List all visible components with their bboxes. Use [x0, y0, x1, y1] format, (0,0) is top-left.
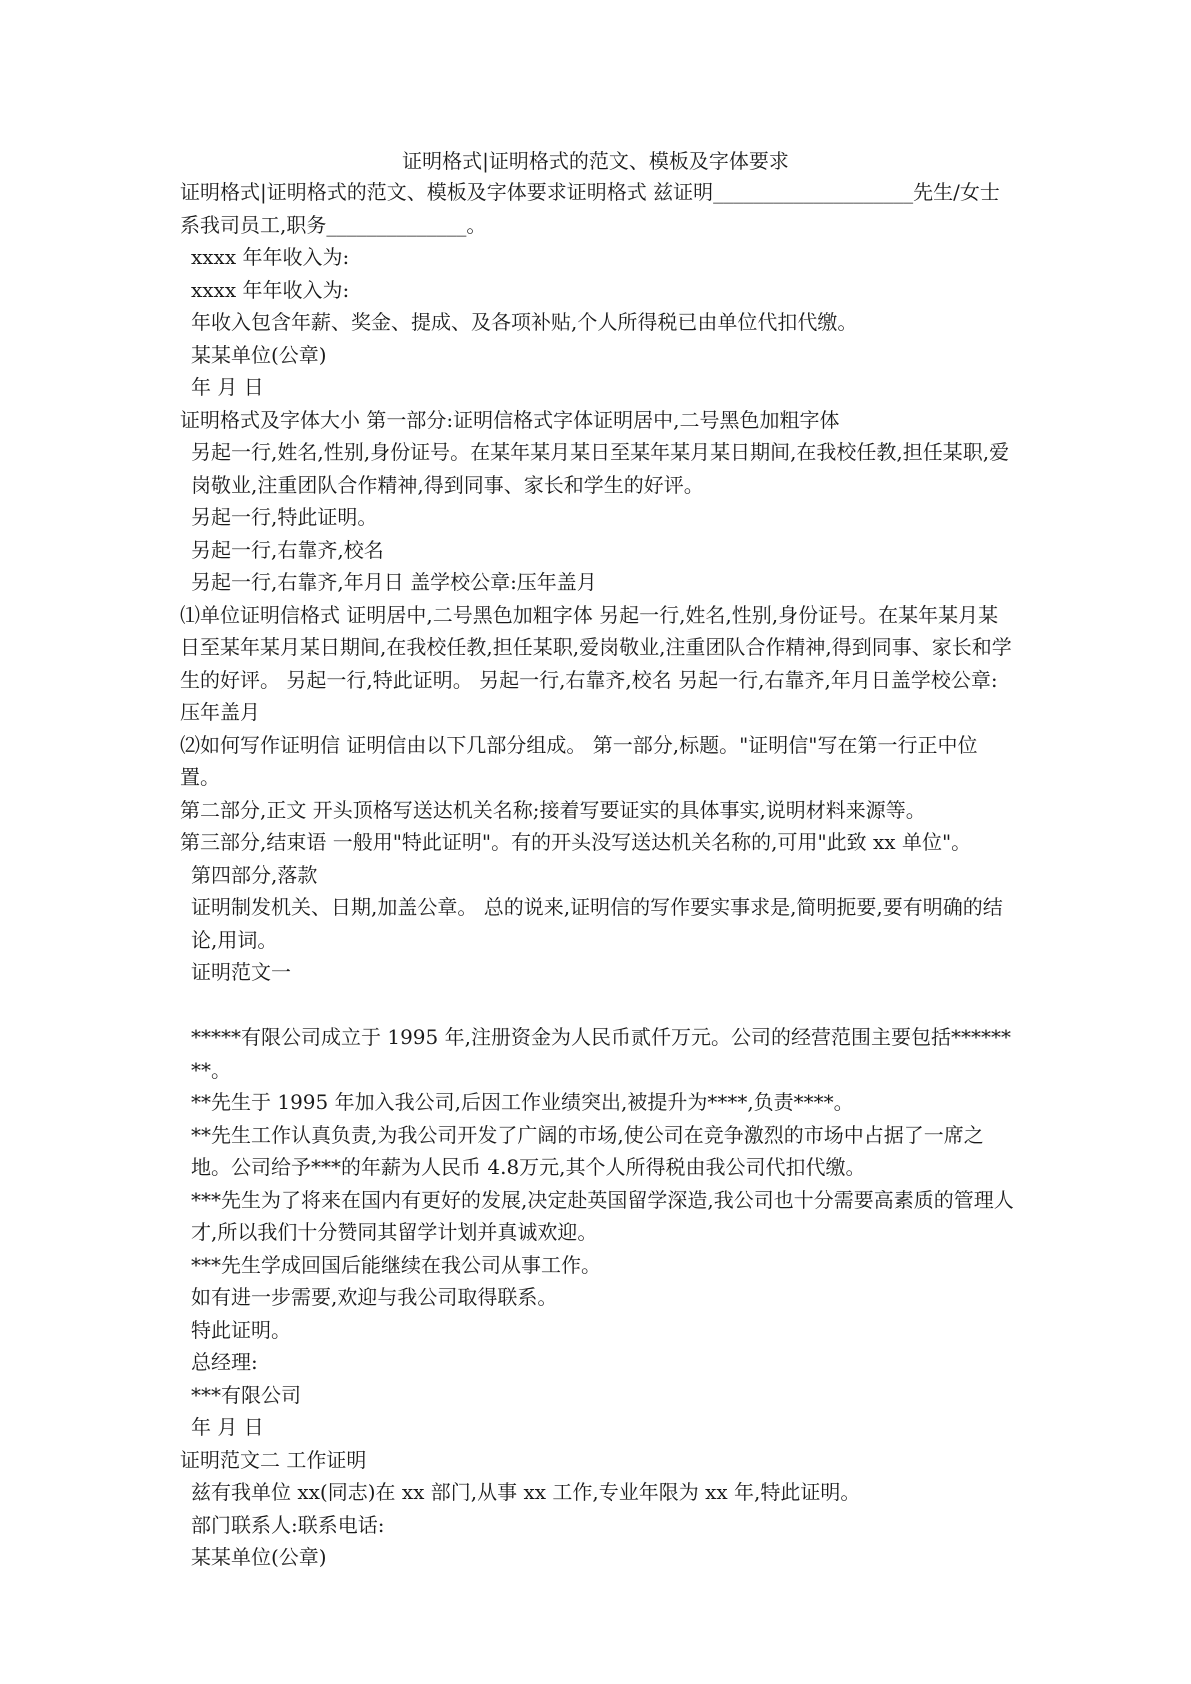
blank-line — [180, 989, 1015, 1022]
paragraph-format-heading: 证明格式及字体大小 第一部分:证明信格式字体证明居中,二号黑色加粗字体 — [180, 407, 840, 432]
paragraph-study-abroad: ***先生为了将来在国内有更好的发展,决定赴英国留学深造,我公司也十分需要高素质的管理人才,所以我们十分赞同其留学计划并真诚欢迎。 — [191, 1187, 1014, 1244]
paragraph-unit-seal-2: 某某单位(公章) — [191, 1545, 327, 1569]
paragraph-format-date-seal: 另起一行,右靠齐,年月日 盖学校公章:压年盖月 — [191, 570, 597, 594]
paragraph-department-contact: 部门联系人:联系电话: — [191, 1512, 385, 1537]
paragraph-issuer: 证明制发机关、日期,加盖公章。 总的说来,证明信的写作要实事求是,简明扼要,要有明确的结论,用词。 — [191, 895, 1003, 952]
paragraph-sample-two-heading: 证明范文二 工作证明 — [180, 1447, 367, 1472]
paragraph-how-to-write: ⑵如何写作证明信 证明信由以下几部分组成。 第一部分,标题。"证明信"写在第一行正中位置。 — [180, 732, 978, 789]
paragraph-format-body: 另起一行,姓名,性别,身份证号。在某年某月某日至某年某月某日期间,在我校任教,担任某职,爱岗敬业,注重团队合作精神,得到同事、家长和学生的好评。 — [191, 440, 1010, 497]
document-body — [180, 176, 1015, 1574]
paragraph-work-performance: **先生工作认真负责,为我公司开发了广阔的市场,使公司在竞争激烈的市场中占据了一席之地。公司给予***的年薪为人民币 4.8万元,其个人所得税由我公司代扣代缴。 — [191, 1122, 984, 1179]
paragraph-unit-letter-format: ⑴单位证明信格式 证明居中,二号黑色加粗字体 另起一行,姓名,性别,身份证号。在某年某月某日至某年某月某日期间,在我校任教,担任某职,爱岗敬业,注重团队合作精神,得到同事、家长和学生的好评。 另起一行,特此证明。 另起一行,右靠齐,校名 另起一行,右靠齐,年月日盖学校公章:压年盖月 — [180, 602, 1012, 724]
paragraph-income-year-1: xxxx 年年收入为: — [191, 245, 350, 269]
paragraph-unit-seal: 某某单位(公章) — [191, 342, 327, 367]
paragraph-joined: **先生于 1995 年加入我公司,后因工作业绩突出,被提升为****,负责****。 — [191, 1090, 854, 1114]
paragraph-contact: 如有进一步需要,欢迎与我公司取得联系。 — [191, 1285, 558, 1309]
paragraph-certify: 特此证明。 — [191, 1317, 291, 1342]
paragraph-company-name: ***有限公司 — [191, 1382, 301, 1407]
paragraph-return: ***先生学成回国后能继续在我公司从事工作。 — [191, 1252, 601, 1277]
paragraph-intro: 证明格式|证明格式的范文、模板及字体要求证明格式 兹证明____________________先生/女士系我司员工,职务______________。 — [180, 180, 1000, 237]
paragraph-date: 年 月 日 — [191, 375, 264, 399]
paragraph-part-four: 第四部分,落款 — [191, 862, 318, 887]
paragraph-income-note: 年收入包含年薪、奖金、提成、及各项补贴,个人所得税已由单位代扣代缴。 — [191, 310, 858, 334]
paragraph-income-year-2: xxxx 年年收入为: — [191, 277, 350, 302]
paragraph-format-certify: 另起一行,特此证明。 — [191, 505, 378, 529]
paragraph-work-certificate: 兹有我单位 xx(同志)在 xx 部门,从事 xx 工作,专业年限为 xx 年,特此证明。 — [191, 1480, 861, 1504]
paragraph-format-school: 另起一行,右靠齐,校名 — [191, 537, 384, 562]
paragraph-general-manager: 总经理: — [191, 1350, 258, 1374]
paragraph-part-two: 第二部分,正文 开头顶格写送达机关名称;接着写要证实的具体事实,说明材料来源等。 — [180, 797, 926, 822]
paragraph-part-three: 第三部分,结束语 一般用"特此证明"。有的开头没写送达机关名称的,可用"此致 xx 单位"。 — [180, 830, 972, 854]
paragraph-company-intro: *****有限公司成立于 1995 年,注册资金为人民币贰仟万元。公司的经营范围主要包括********。 — [191, 1025, 1011, 1082]
paragraph-sample-one-heading: 证明范文一 — [191, 960, 291, 984]
document-title: 证明格式|证明格式的范文、模板及字体要求 — [402, 149, 789, 173]
paragraph-date-2: 年 月 日 — [191, 1415, 264, 1439]
